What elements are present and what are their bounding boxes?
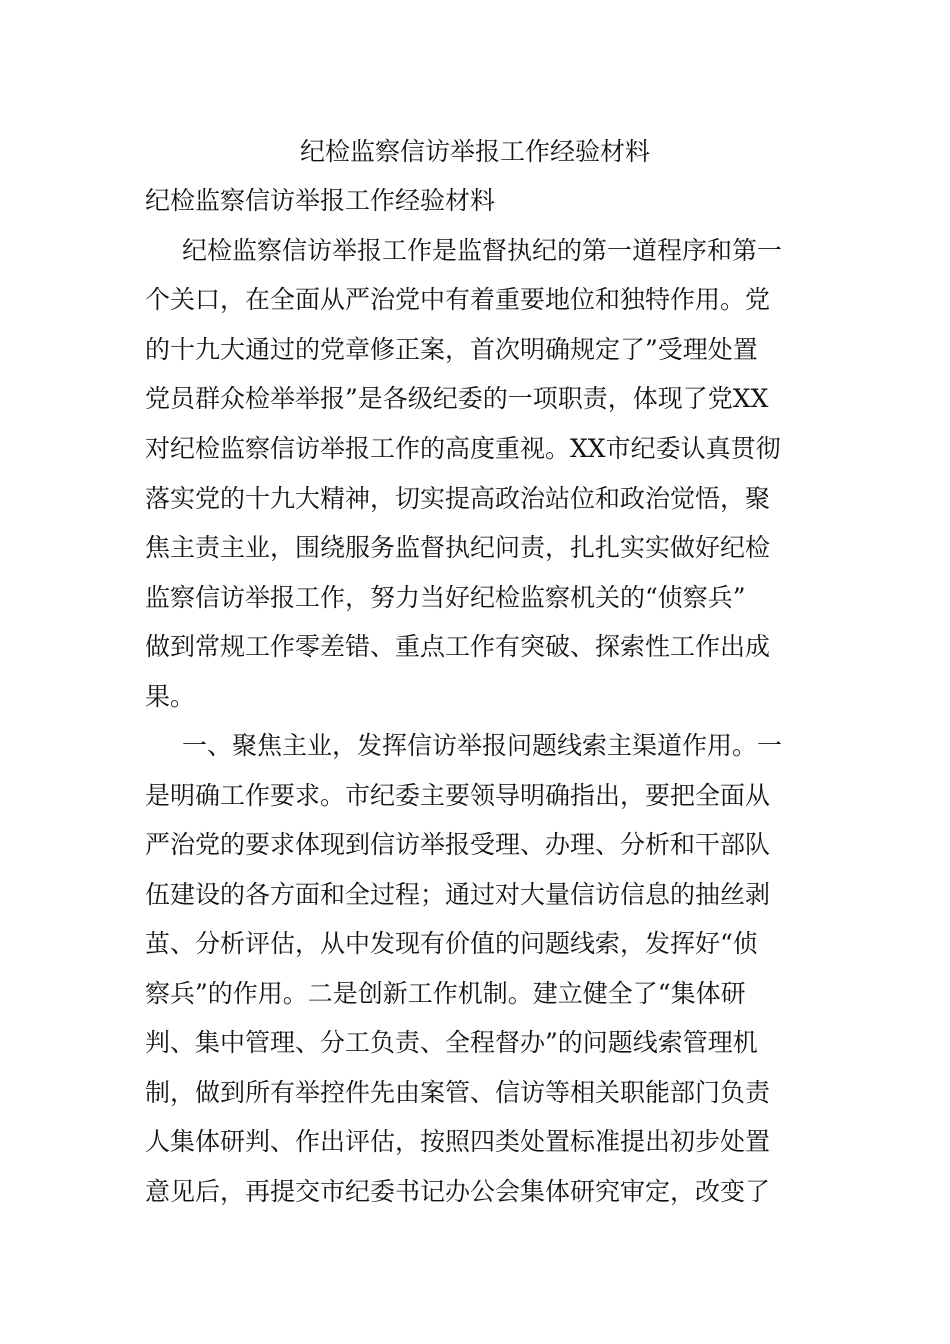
paragraph-line: 果。 [145,682,196,711]
paragraph-line: 个关口，在全面从严治党中有着重要地位和独特作用。党 [145,285,771,314]
paragraph-line: 党员群众检举举报”是各级纪委的一项职责，体现了党XX [145,384,769,413]
paragraph-line: 察兵”的作用。二是创新工作机制。建立健全了“集体研 [145,979,746,1008]
paragraph-line: 制，做到所有举控件先由案管、信访等相关职能部门负责 [145,1078,771,1107]
paragraph-line: 判、集中管理、分工负责、全程督办”的问题线索管理机 [145,1028,758,1057]
paragraph-line: 严治党的要求体现到信访举报受理、办理、分析和干部队 [145,830,771,859]
paragraph-line: 是明确工作要求。市纪委主要领导明确指出，要把全面从 [145,781,771,810]
document-title: 纪检监察信访举报工作经验材料 [299,137,650,166]
document-subtitle: 纪检监察信访举报工作经验材料 [145,186,496,215]
paragraph-line: 对纪检监察信访举报工作的高度重视。XX市纪委认真贯彻 [145,434,781,463]
paragraph-line: 的十九大通过的党章修正案，首次明确规定了”受理处置 [145,335,758,364]
paragraph-line: 焦主责主业，围绕服务监督执纪问责，扎扎实实做好纪检 [145,533,771,562]
paragraph-line: 做到常规工作零差错、重点工作有突破、探索性工作出成 [145,632,771,661]
paragraph-line: 茧、分析评估，从中发现有价值的问题线索，发挥好“侦 [145,929,758,958]
paragraph-line: 一、聚焦主业，发挥信访举报问题线索主渠道作用。一 [182,731,783,760]
paragraph-line: 伍建设的各方面和全过程；通过对大量信访信息的抽丝剥 [145,880,771,909]
paragraph-line: 人集体研判、作出评估，按照四类处置标准提出初步处置 [145,1127,771,1156]
paragraph-line: 纪检监察信访举报工作是监督执纪的第一道程序和第一 [182,236,783,265]
paragraph-line: 落实党的十九大精神，切实提高政治站位和政治觉悟，聚 [145,484,771,513]
paragraph-line: 意见后，再提交市纪委书记办公会集体研究审定，改变了 [145,1177,771,1206]
paragraph-line: 监察信访举报工作，努力当好纪检监察机关的“侦察兵” [145,583,746,612]
